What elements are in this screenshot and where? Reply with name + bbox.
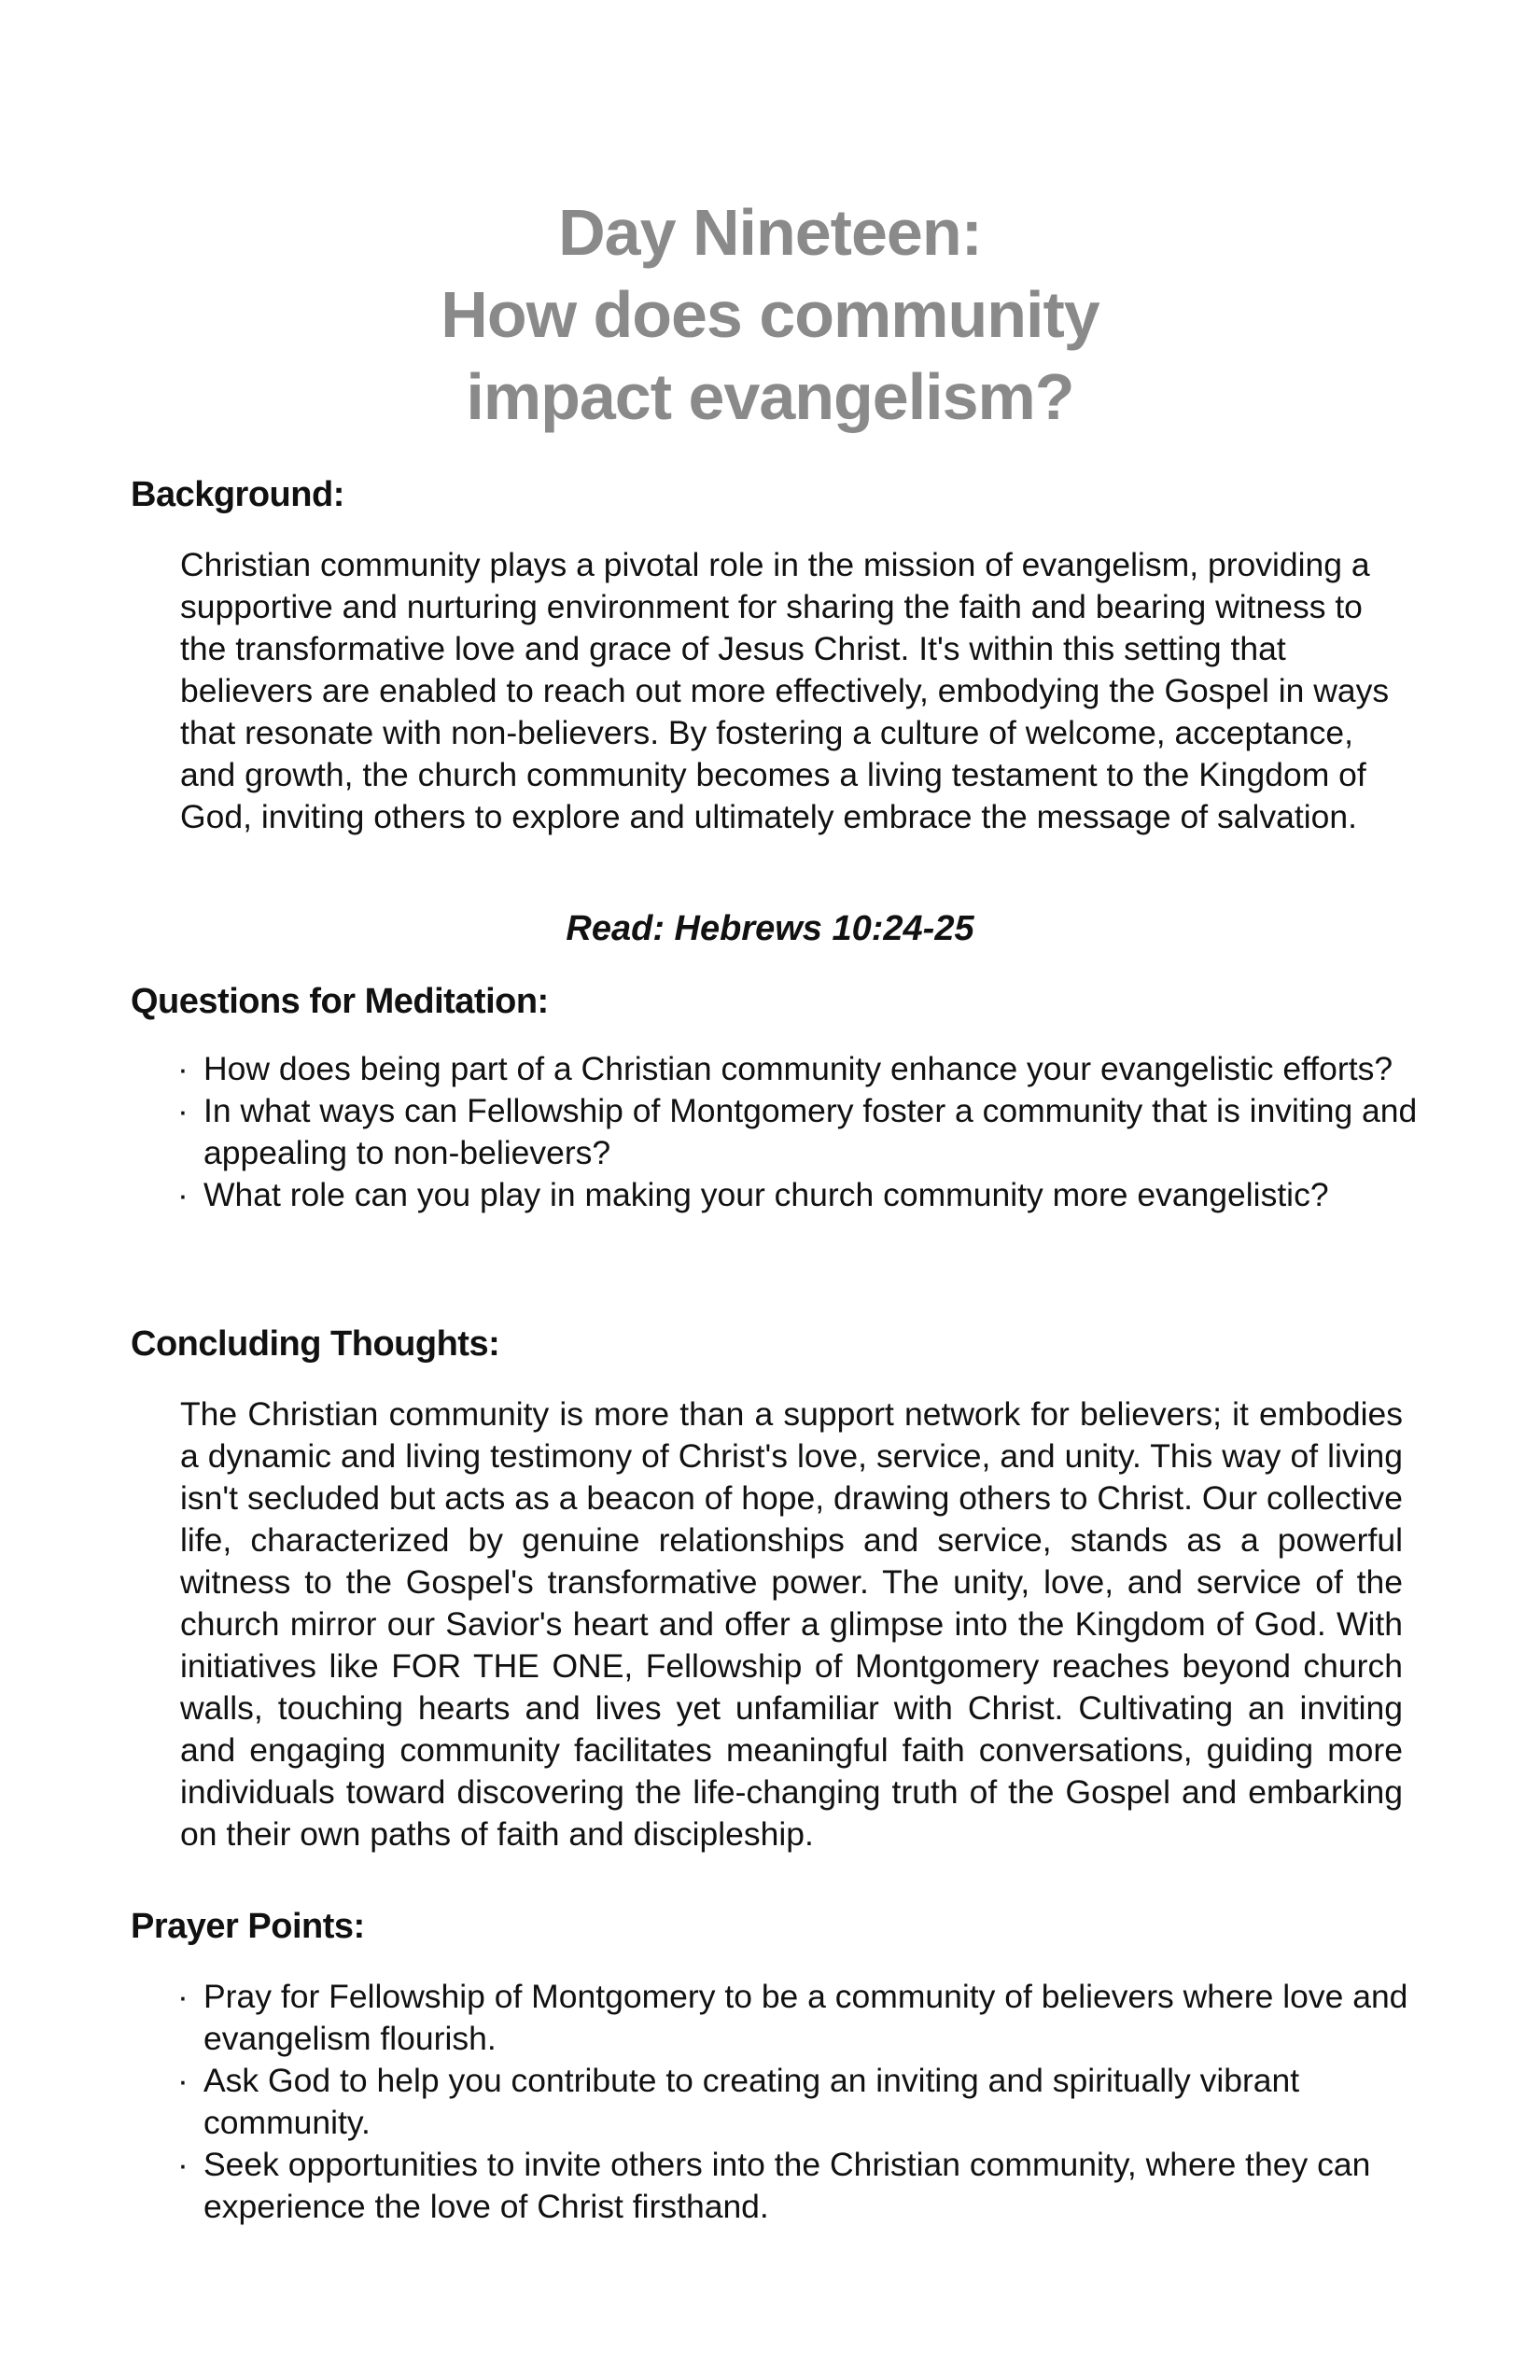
- list-item-text: In what ways can Fellowship of Montgomery foster a community that is inviting and appealing to non-believers?: [203, 1092, 1418, 1171]
- scripture-reading: Read: Hebrews 10:24-25: [566, 909, 974, 948]
- concluding-paragraph: The Christian community is more than a support network for believers; it embodies a dynamic and living testimony of Christ's love, service, and unity. This way of living isn't secluded but acts as a beacon of hope, drawing others to Christ. Our collective life, characterized by genuine relationships and service, stands as a powerful witness to the Gospel's transformative power. The unity, love, and service of the church mirror our Savior's heart and offer a glimpse into the Kingdom of God. With initiatives like FOR THE ONE, Fellowship of Montgomery reaches beyond church walls, touching hearts and lives yet unfamiliar with Christ. Cultivating an inviting and engaging community facilitates meaningful faith conversations, guiding more individuals toward discovering the life-changing truth of the Gospel and embarking on their own paths of faith and discipleship.: [180, 1395, 1403, 1853]
- bullet-icon: ·: [177, 2062, 189, 2099]
- page-title: [0, 191, 1540, 438]
- background-paragraph: Christian community plays a pivotal role in the mission of evangelism, providing a supportive and nurturing environment for sharing the faith and bearing witness to the transformative love and grace of Jesus Christ. It's within this setting that believers are enabled to reach out more effectively, embodying the Gospel in ways that resonate with non-believers. By fostering a culture of welcome, acceptance, and growth, the church community becomes a living testament to the Kingdom of God, inviting others to explore and ultimately embrace the message of salvation.: [180, 546, 1390, 835]
- background-heading: Background:: [131, 475, 344, 514]
- list-item-text: What role can you play in making your church community more evangelistic?: [203, 1176, 1329, 1213]
- list-item: [177, 2060, 1419, 2144]
- prayer-list: [177, 1976, 1419, 2228]
- title-line-3: impact evangelism?: [466, 360, 1074, 433]
- bullet-icon: ·: [177, 1176, 189, 1213]
- list-item: [177, 1976, 1419, 2060]
- list-item: [177, 1174, 1419, 1216]
- list-item-text: Pray for Fellowship of Montgomery to be a community of believers where love and evangelism flourish.: [203, 1978, 1408, 2057]
- list-item: [177, 1090, 1419, 1174]
- list-item-text: Seek opportunities to invite others into the Christian community, where they can experience the love of Christ firsthand.: [203, 2146, 1371, 2225]
- list-item-text: Ask God to help you contribute to creating an inviting and spiritually vibrant community.: [203, 2062, 1300, 2141]
- title-line-1: Day Nineteen:: [558, 196, 982, 269]
- bullet-icon: ·: [177, 1092, 189, 1129]
- bullet-icon: ·: [177, 2146, 189, 2183]
- bullet-icon: ·: [177, 1978, 189, 2015]
- bullet-icon: ·: [177, 1050, 189, 1087]
- list-item-text: How does being part of a Christian community enhance your evangelistic efforts?: [203, 1050, 1393, 1087]
- prayer-heading: Prayer Points:: [131, 1907, 365, 1946]
- meditation-heading: Questions for Meditation:: [131, 982, 549, 1021]
- list-item: [177, 1048, 1419, 1090]
- list-item: [177, 2144, 1419, 2228]
- meditation-list: [177, 1048, 1419, 1216]
- concluding-heading: Concluding Thoughts:: [131, 1324, 500, 1364]
- title-line-2: How does community: [441, 278, 1099, 351]
